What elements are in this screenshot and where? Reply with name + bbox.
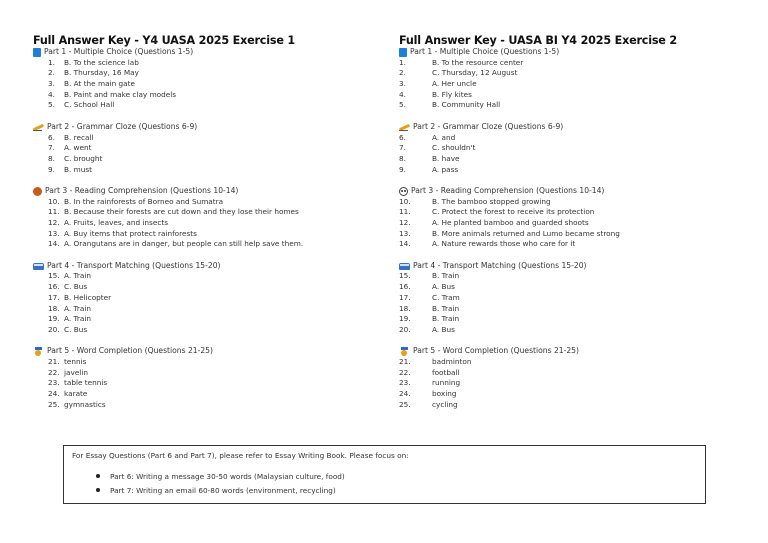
answer-row xyxy=(33,389,388,400)
question-number: 12. xyxy=(48,218,60,227)
answer-key-exercise-1 xyxy=(33,34,388,410)
sections xyxy=(399,47,754,410)
answer-row xyxy=(399,293,754,304)
answer-row xyxy=(399,389,754,400)
question-number: 10. xyxy=(399,196,411,206)
answer-row xyxy=(33,143,388,154)
answer-text: A. Train xyxy=(64,303,92,313)
question-number: 22. xyxy=(399,367,411,377)
section-spacer xyxy=(33,336,388,347)
answer-text: A. Train xyxy=(64,271,92,281)
section-heading-text: Part 2 - Grammar Cloze (Questions 6-9) xyxy=(413,121,564,131)
question-number: 15. xyxy=(48,271,60,281)
answer-row xyxy=(33,79,388,90)
question-number: 14. xyxy=(48,239,60,249)
question-number: 25. xyxy=(399,399,411,409)
section-heading xyxy=(33,47,388,58)
note-bullet-text: Part 6: Writing a message 30-50 words (Malaysian culture, food) xyxy=(110,472,345,481)
answer-text: cycling xyxy=(432,399,458,409)
medal-icon xyxy=(33,347,44,356)
note-bullet xyxy=(96,472,697,486)
answer-row xyxy=(399,100,754,111)
question-number: 19. xyxy=(399,314,411,324)
answer-text: B. Paint and make clay models xyxy=(64,89,177,99)
question-number: 23. xyxy=(399,378,411,388)
bus-icon xyxy=(399,263,410,270)
answer-text: A. and xyxy=(432,132,456,142)
answer-section xyxy=(33,111,388,175)
answer-text: A. He planted bamboo and guarded shoots xyxy=(432,218,589,227)
answer-text: running xyxy=(432,378,461,388)
question-number: 6. xyxy=(399,132,406,142)
question-number: 11. xyxy=(399,207,411,217)
page-title: Full Answer Key - Y4 UASA 2025 Exercise 1 xyxy=(33,34,295,47)
answer-text: B. At the main gate xyxy=(64,79,135,89)
section-heading xyxy=(399,261,754,272)
question-number: 4. xyxy=(48,89,55,99)
question-number: 12. xyxy=(399,218,411,227)
question-number: 25. xyxy=(48,399,60,409)
answer-section xyxy=(399,47,754,111)
answer-section xyxy=(33,47,388,111)
answer-row xyxy=(33,229,388,240)
answer-text: boxing xyxy=(432,389,457,398)
question-number: 11. xyxy=(48,207,60,217)
question-number: 23. xyxy=(48,378,60,388)
answer-row xyxy=(33,239,388,250)
section-heading-text: Part 5 - Word Completion (Questions 21-25) xyxy=(47,346,213,356)
answer-row xyxy=(399,314,754,325)
answer-row xyxy=(33,90,388,101)
question-number: 24. xyxy=(399,389,411,398)
question-number: 18. xyxy=(399,303,411,313)
answer-row xyxy=(399,229,754,240)
question-number: 3. xyxy=(48,79,55,89)
answer-text: C. Bus xyxy=(64,282,88,292)
answer-text: B. recall xyxy=(64,132,94,142)
answer-row xyxy=(399,239,754,250)
pencil-icon xyxy=(33,123,44,132)
section-heading xyxy=(33,186,388,197)
section-spacer xyxy=(399,111,754,122)
answer-text: B. Fly kites xyxy=(432,89,472,99)
answer-text: A. Bus xyxy=(432,282,455,292)
section-heading-text: Part 5 - Word Completion (Questions 21-25) xyxy=(413,346,579,356)
answer-text: B. More animals returned and Lumo became strong xyxy=(432,228,620,238)
answer-text: C. School Hall xyxy=(64,100,115,110)
pencil-icon xyxy=(399,123,410,132)
answer-row xyxy=(399,357,754,368)
answer-text: A. pass xyxy=(432,164,459,174)
question-number: 4. xyxy=(399,89,406,99)
answer-text: B. To the resource center xyxy=(432,57,524,67)
answer-row xyxy=(399,400,754,411)
answer-text: B. Helicopter xyxy=(64,292,112,302)
answer-text: B. To the science lab xyxy=(64,57,139,67)
question-number: 8. xyxy=(399,153,406,163)
answer-text: badminton xyxy=(432,356,472,366)
answer-text: B. have xyxy=(432,153,460,163)
section-heading xyxy=(33,261,388,272)
answer-text: A. Orangutans are in danger, but people can still help save them. xyxy=(64,239,304,249)
question-number: 18. xyxy=(48,303,60,313)
question-number: 1. xyxy=(48,57,55,67)
answer-text: tennis xyxy=(64,356,87,366)
answer-row xyxy=(399,58,754,69)
answer-text: C. Thursday, 12 August xyxy=(432,68,518,78)
section-spacer xyxy=(399,175,754,186)
answer-section xyxy=(33,250,388,336)
answer-row xyxy=(33,378,388,389)
question-number: 5. xyxy=(399,100,406,110)
answer-row xyxy=(399,133,754,144)
answer-text: B. Train xyxy=(432,314,460,324)
question-number: 5. xyxy=(48,100,55,110)
question-number: 6. xyxy=(48,132,55,142)
answer-row xyxy=(399,165,754,176)
answer-section xyxy=(399,111,754,175)
answer-text: B. Thursday, 16 May xyxy=(64,68,139,78)
section-heading xyxy=(399,122,754,133)
answer-row xyxy=(399,68,754,79)
answer-row xyxy=(399,282,754,293)
question-number: 20. xyxy=(399,324,411,334)
answer-row xyxy=(33,357,388,368)
answer-text: B. In the rainforests of Borneo and Sumatra xyxy=(64,196,224,206)
answer-text: B. must xyxy=(64,164,93,174)
answer-row xyxy=(399,304,754,315)
section-spacer xyxy=(33,111,388,122)
question-number: 13. xyxy=(48,228,60,238)
question-number: 20. xyxy=(48,324,60,334)
answer-row xyxy=(33,165,388,176)
answer-row xyxy=(399,218,754,229)
section-heading xyxy=(399,47,754,58)
answer-key-exercise-2 xyxy=(399,34,754,410)
answer-text: C. brought xyxy=(64,153,103,163)
section-spacer xyxy=(33,250,388,261)
answer-text: B. Train xyxy=(432,271,460,281)
section-heading xyxy=(33,346,388,357)
answer-row xyxy=(33,282,388,293)
answer-text: B. Train xyxy=(432,303,460,313)
question-number: 7. xyxy=(399,143,406,153)
answer-text: B. Because their forests are cut down and they lose their homes xyxy=(64,207,299,217)
answer-row xyxy=(33,68,388,79)
answer-row xyxy=(399,197,754,208)
answer-text: A. Fruits, leaves, and insects xyxy=(64,218,169,227)
answer-row xyxy=(33,154,388,165)
question-number: 8. xyxy=(48,153,55,163)
answer-text: A. Buy items that protect rainforests xyxy=(64,228,197,238)
answer-row xyxy=(33,197,388,208)
note-bullet-text: Part 7: Writing an email 60-80 words (environment, recycling) xyxy=(110,486,336,495)
note-bullet xyxy=(96,486,697,500)
answer-text: javelin xyxy=(64,367,88,377)
answer-text: C. Tram xyxy=(432,292,460,302)
answer-section xyxy=(399,250,754,336)
orangutan-icon xyxy=(33,187,42,196)
answer-row xyxy=(399,154,754,165)
bullet-dot xyxy=(96,474,100,478)
section-spacer xyxy=(399,336,754,347)
answer-row xyxy=(399,368,754,379)
section-spacer xyxy=(399,250,754,261)
page-title: Full Answer Key - UASA BI Y4 2025 Exercise 2 xyxy=(399,34,677,47)
answer-section xyxy=(399,336,754,411)
question-number: 9. xyxy=(399,164,406,174)
answer-row xyxy=(399,143,754,154)
answer-text: B. Community Hall xyxy=(432,100,501,110)
answer-row xyxy=(33,58,388,69)
answer-row xyxy=(399,378,754,389)
section-heading-text: Part 3 - Reading Comprehension (Questions 10-14) xyxy=(45,185,239,195)
answer-row xyxy=(399,271,754,282)
section-heading-text: Part 4 - Transport Matching (Questions 15-20) xyxy=(47,260,221,270)
question-number: 17. xyxy=(48,292,60,302)
answer-section xyxy=(399,175,754,250)
answer-row xyxy=(33,314,388,325)
section-heading-text: Part 4 - Transport Matching (Questions 15-20) xyxy=(413,260,587,270)
question-number: 2. xyxy=(399,68,406,78)
answer-section xyxy=(33,336,388,411)
question-number: 21. xyxy=(48,356,60,366)
answer-row xyxy=(399,90,754,101)
question-number: 2. xyxy=(48,68,55,78)
answer-row xyxy=(33,368,388,379)
question-number: 9. xyxy=(48,164,55,174)
question-number: 13. xyxy=(399,228,411,238)
question-number: 1. xyxy=(399,57,406,67)
answer-row xyxy=(33,304,388,315)
answer-text: table tennis xyxy=(64,378,108,388)
answer-row xyxy=(33,293,388,304)
answer-text: A. went xyxy=(64,143,92,153)
question-number: 16. xyxy=(48,282,60,292)
note-intro: For Essay Questions (Part 6 and Part 7), please refer to Essay Writing Book. Please focus on: xyxy=(72,451,409,460)
essay-note-box xyxy=(63,445,706,504)
answer-row xyxy=(399,79,754,90)
question-number: 21. xyxy=(399,356,411,366)
answer-text: C. Bus xyxy=(64,324,88,334)
question-number: 15. xyxy=(399,271,411,281)
bullet-dot xyxy=(96,488,100,492)
medal-icon xyxy=(399,347,410,356)
answer-text: A. Nature rewards those who care for it xyxy=(432,239,576,249)
answer-row xyxy=(33,133,388,144)
section-spacer xyxy=(33,175,388,186)
answer-text: A. Train xyxy=(64,314,92,324)
answer-row xyxy=(399,207,754,218)
answer-text: C. Protect the forest to receive its protection xyxy=(432,207,595,217)
question-number: 19. xyxy=(48,314,60,324)
answer-row xyxy=(33,400,388,411)
answer-row xyxy=(399,325,754,336)
answer-text: C. shouldn't xyxy=(432,143,476,153)
answer-text: football xyxy=(432,367,460,377)
section-heading-text: Part 1 - Multiple Choice (Questions 1-5) xyxy=(44,47,194,56)
answer-row xyxy=(33,325,388,336)
question-number: 17. xyxy=(399,292,411,302)
answer-text: karate xyxy=(64,389,88,398)
section-heading-text: Part 3 - Reading Comprehension (Questions 10-14) xyxy=(411,185,605,195)
bus-icon xyxy=(33,263,44,270)
answer-text: B. The bamboo stopped growing xyxy=(432,196,551,206)
answer-row xyxy=(33,271,388,282)
answer-text: gymnastics xyxy=(64,399,106,409)
answer-text: A. Her uncle xyxy=(432,79,477,89)
question-number: 10. xyxy=(48,196,60,206)
section-heading xyxy=(399,186,754,197)
answer-row xyxy=(33,207,388,218)
sections xyxy=(33,47,388,410)
book-icon xyxy=(33,48,41,57)
section-heading xyxy=(399,346,754,357)
section-heading-text: Part 2 - Grammar Cloze (Questions 6-9) xyxy=(47,121,198,131)
answer-text: A. Bus xyxy=(432,324,455,334)
answer-row xyxy=(33,218,388,229)
question-number: 3. xyxy=(399,79,406,89)
book-icon xyxy=(399,48,407,57)
question-number: 14. xyxy=(399,239,411,249)
answer-row xyxy=(33,100,388,111)
section-heading-text: Part 1 - Multiple Choice (Questions 1-5) xyxy=(410,47,560,56)
section-heading xyxy=(33,122,388,133)
question-number: 22. xyxy=(48,367,60,377)
note-bullet-list xyxy=(72,472,697,500)
question-number: 7. xyxy=(48,143,55,153)
question-number: 24. xyxy=(48,389,60,398)
panda-icon xyxy=(399,187,408,196)
question-number: 16. xyxy=(399,282,411,292)
answer-section xyxy=(33,175,388,250)
